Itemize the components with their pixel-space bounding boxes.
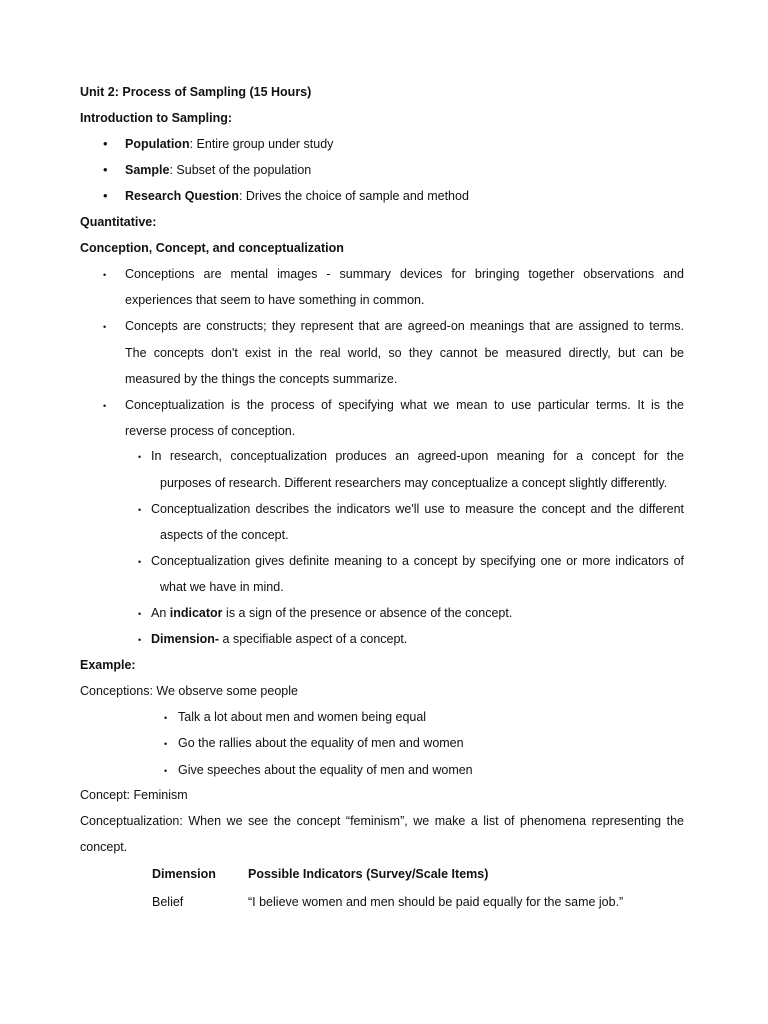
sub-item-line: In research, conceptualization produces an agreed-upon meaning for a concept for the [151,449,684,463]
list-item: Sample: Subset of the population [125,163,312,177]
example-title: Example: [80,658,136,672]
concept-item-line: The concepts don't exist in the real world, so they cannot be measured directly, but can be [125,346,684,360]
intro-title: Introduction to Sampling: [80,111,233,125]
sub-item-line: aspects of the concept. [160,528,289,542]
list-item: Research Question: Drives the choice of sample and method [125,189,469,203]
concept-item-line: measured by the things the concepts summarize. [125,372,398,386]
unit-title: Unit 2: Process of Sampling (15 Hours) [80,85,312,99]
quantitative-title: Quantitative: [80,215,157,229]
sub-item-line: what we have in mind. [160,580,284,594]
bullet-icon: • [138,609,142,619]
concept-item-line: experiences that seem to have something in common. [125,293,425,307]
sub-item-line: Conceptualization describes the indicators we'll use to measure the concept and the different [151,502,684,516]
bullet-icon: • [164,739,168,749]
bullet-icon: • [138,635,142,645]
concept-item-line: Conceptualization is the process of specifying what we mean to use particular terms. It is the [125,398,684,412]
bullet-icon: • [103,162,108,177]
table-header-dimension: Dimension [152,867,216,881]
table-cell: Belief [152,895,184,909]
sub-item-line: purposes of research. Different researchers may conceptualize a concept slightly differently. [160,476,668,490]
table-header-indicators: Possible Indicators (Survey/Scale Items) [248,867,489,881]
sub-item-line: An indicator is a sign of the presence or absence of the concept. [151,606,513,620]
concept-item-line: Conceptions are mental images - summary devices for bringing together observations and [125,267,684,281]
conceptualization-line: Conceptualization: When we see the concept “feminism”, we make a list of phenomena representing the [80,814,684,828]
bullet-icon: • [103,188,108,203]
concept-section-title: Conception, Concept, and conceptualization [80,241,344,255]
bullet-icon: • [164,713,168,723]
bullet-icon: • [103,270,107,280]
sub-item-line: Dimension- a specifiable aspect of a concept. [151,632,408,646]
bullet-icon: • [103,401,107,411]
bullet-icon: • [138,557,142,567]
list-item: Population: Entire group under study [125,137,334,151]
bullet-icon: • [164,766,168,776]
bullet-icon: • [103,322,107,332]
conceptions-line: Conceptions: We observe some people [80,684,298,698]
table-cell: “I believe women and men should be paid equally for the same job.” [248,895,624,909]
bullet-icon: • [138,505,142,515]
conceptualization-line: concept. [80,840,128,854]
concept-line: Concept: Feminism [80,788,188,802]
concept-item-line: reverse process of conception. [125,424,296,438]
observation-item: Give speeches about the equality of men and women [178,763,473,777]
bullet-icon: • [138,452,142,462]
sub-item-line: Conceptualization gives definite meaning to a concept by specifying one or more indicators of [151,554,684,568]
observation-item: Go the rallies about the equality of men and women [178,736,464,750]
concept-item-line: Concepts are constructs; they represent that are agreed-on meanings that are assigned to terms. [125,319,684,333]
observation-item: Talk a lot about men and women being equal [178,710,427,724]
bullet-icon: • [103,136,108,151]
